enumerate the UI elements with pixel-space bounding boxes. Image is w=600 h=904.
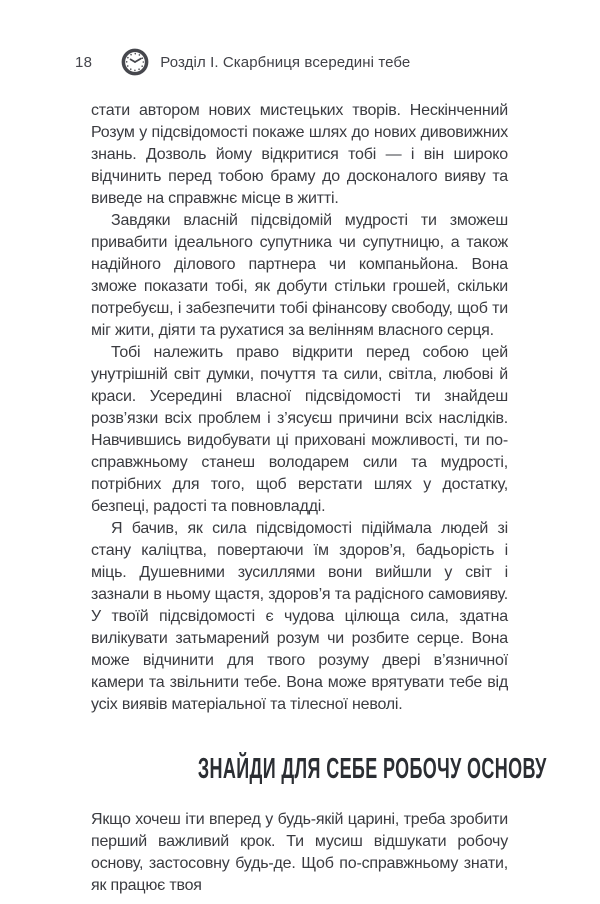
section-heading [91,753,547,785]
chapter-title: Розділ І. Скарбниця всередині тебе [160,53,411,71]
body-paragraph: стати автором нових мистецьких творів. Нескінченний Розум у підсвідомості покаже шлях до нових дивовижних знань. Дозволь йому відкритися тобі — і він широко відчинить перед тобою браму до досконалого вияву та виведе на справжнє місце в житті. [91,102,508,207]
text-column [91,100,547,897]
body-paragraph: Завдяки власній підсвідомій мудрості ти зможеш привабити ідеального супутника чи супутницю, а також надійного ділового партнера чи компаньйона. Вона зможе показати тобі, як добути стільки грошей, скільки потребуєш, і забезпечити тобі фінансову свободу, щоб ти міг жити, діяти та рухатися за велінням власного серця. [91,212,508,339]
body-paragraph: Я бачив, як сила підсвідомості підіймала людей зі стану каліцтва, повертаючи їм здоров’я, бадьорість і міць. Душевними зусиллями вони вийшли у світ і зазнали в ньому щастя, здоров’я та радісного самовияву. У твоїй підсвідомості є чудова цілюща сила, здатна вилікувати затьмарений розум чи розбите серце. Вона може відчинити для твого розуму двері в’язничної камери та звільнити тебе. Вона може врятувати тебе від усіх виявів матеріальної та тілесної неволі. [91,520,508,713]
page-header [75,48,410,76]
body-paragraph: Тобі належить право відкрити перед собою цей унутрішній світ думки, почуття та сили, світла, любові й краси. Усередині власної підсвідомості ти знайдеш розв’язки всіх проблем і з’ясуєш причини всіх наслідків. Навчившись видобувати ці приховані можливості, ти по-справжньому станеш володарем сили та мудрості, потрібних для того, щоб верстати шлях у достатку, безпеці, радості та повновладді. [91,344,508,515]
clock-icon [121,48,149,76]
page-number: 18 [75,53,93,71]
section-heading-text: ЗНАЙДИ ДЛЯ СЕБЕ РОБОЧУ ОСНОВУ [197,753,547,785]
body-paragraph: Якщо хочеш іти вперед у будь-якій царині, треба зробити перший важливий крок. Ти мусиш відшукати робочу основу, застосовну будь-де. Щоб по-справжньому знати, як працює твоя [91,811,508,894]
